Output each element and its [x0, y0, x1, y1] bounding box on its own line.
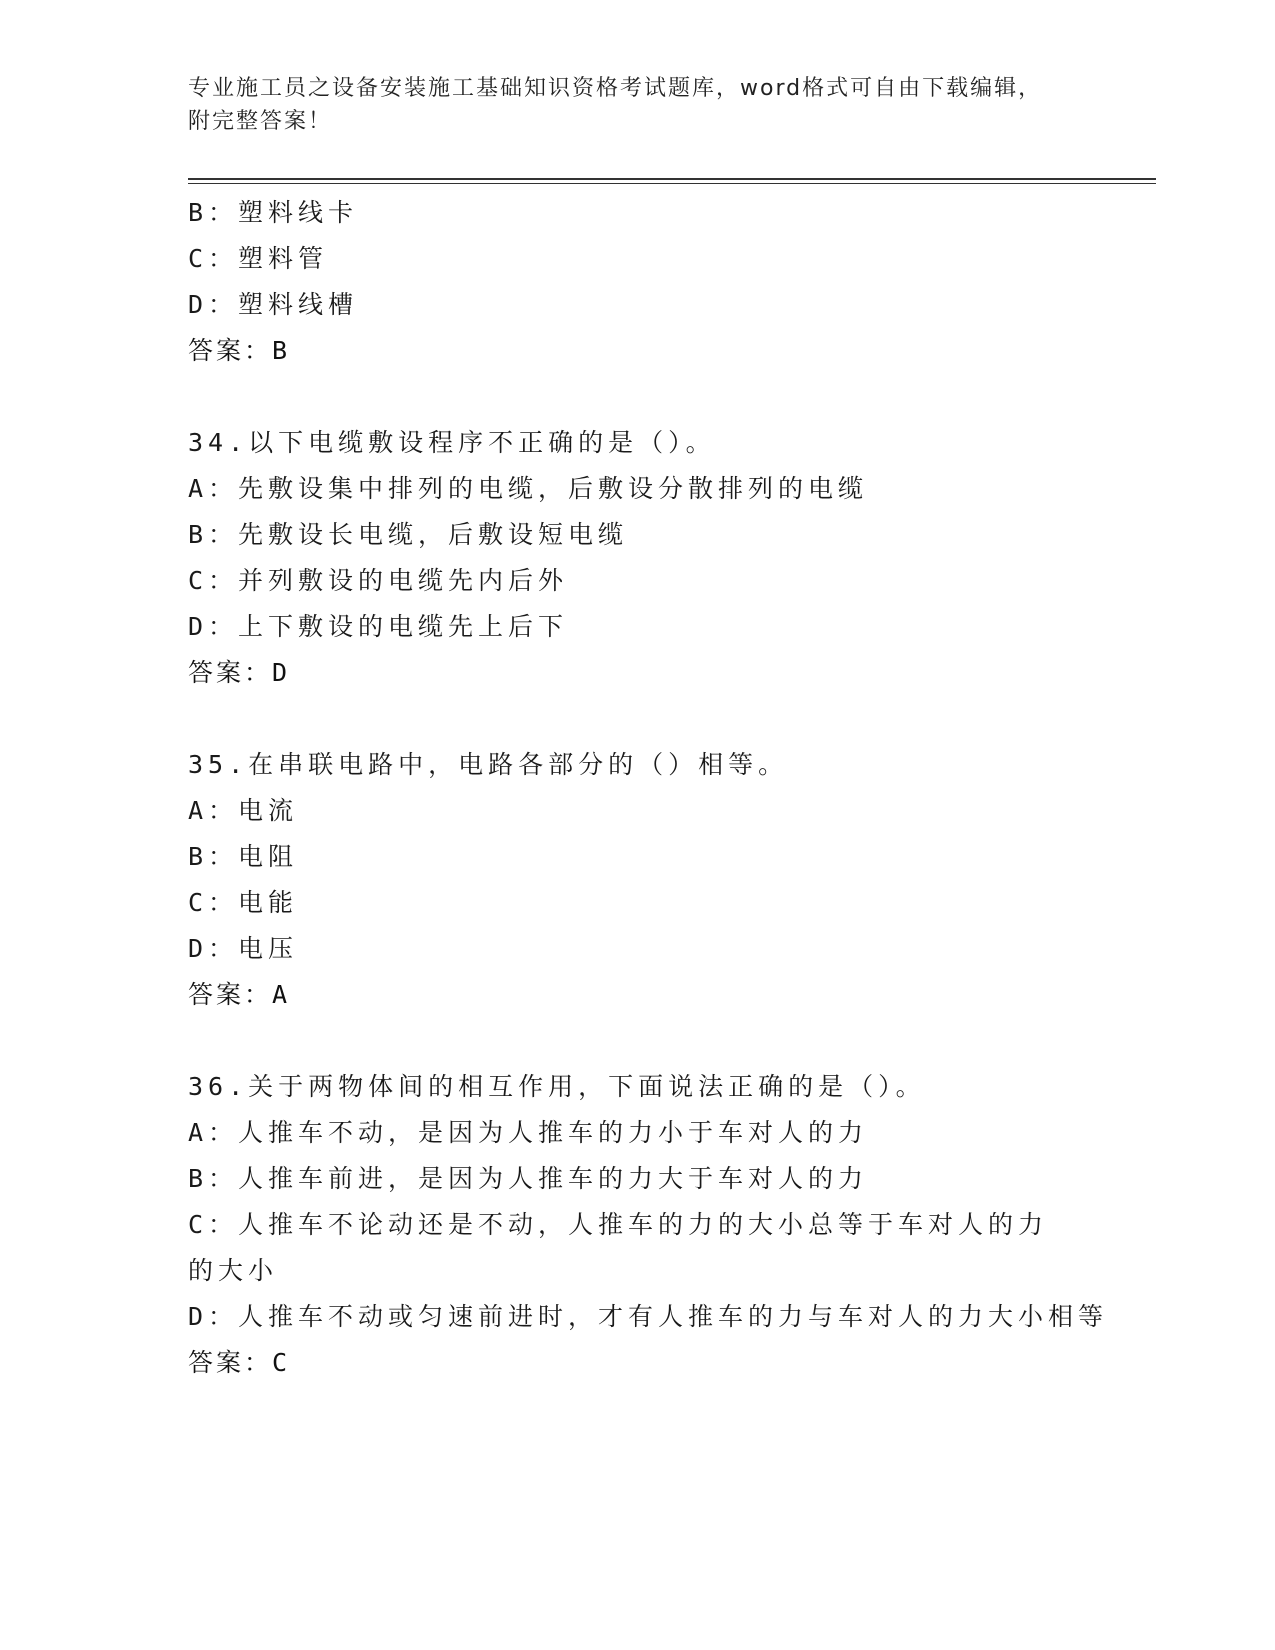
prev-question-block — [188, 190, 1088, 374]
option-a: A：先敷设集中排列的电缆，后敷设分散排列的电缆 — [188, 474, 869, 503]
question-content — [188, 190, 1109, 1386]
header-divider-thin — [188, 183, 1156, 184]
option-c: C：人推车不论动还是不动，人推车的力的大小总等于车对人的力的大小 — [188, 1210, 1049, 1285]
answer-line — [188, 1340, 1088, 1386]
option-c: C：塑料管 — [188, 244, 329, 273]
answer-value: B — [272, 336, 289, 365]
header-line-2: 附完整答案！ — [188, 109, 333, 134]
answer-line — [188, 650, 1088, 696]
option-c: C：并列敷设的电缆先内后外 — [188, 566, 569, 595]
answer-value: A — [272, 980, 289, 1009]
option-d: D：塑料线槽 — [188, 290, 359, 319]
question-stem: 36.关于两物体间的相互作用，下面说法正确的是（）。 — [188, 1072, 926, 1101]
option-b: B：电阻 — [188, 842, 299, 871]
option-d: D：人推车不动或匀速前进时，才有人推车的力与车对人的力大小相等 — [188, 1302, 1109, 1331]
question-35 — [188, 742, 1088, 1018]
answer-label: 答案： — [188, 1348, 273, 1377]
question-36 — [188, 1064, 1109, 1386]
answer-label: 答案： — [188, 658, 273, 687]
option-b: B：先敷设长电缆，后敷设短电缆 — [188, 520, 629, 549]
option-a: A：人推车不动，是因为人推车的力小于车对人的力 — [188, 1118, 869, 1147]
header-divider-thick — [188, 178, 1156, 180]
answer-line — [188, 328, 1088, 374]
option-b: B：人推车前进，是因为人推车的力大于车对人的力 — [188, 1164, 869, 1193]
question-stem: 34.以下电缆敷设程序不正确的是（）。 — [188, 428, 716, 457]
option-b: B：塑料线卡 — [188, 198, 359, 227]
answer-label: 答案： — [188, 980, 273, 1009]
answer-value: D — [272, 658, 289, 687]
question-stem: 35.在串联电路中，电路各部分的（）相等。 — [188, 750, 789, 779]
answer-value: C — [272, 1348, 289, 1377]
question-34 — [188, 420, 1088, 696]
document-header — [188, 72, 1088, 138]
option-d: D：电压 — [188, 934, 299, 963]
option-c: C：电能 — [188, 888, 299, 917]
answer-label: 答案： — [188, 336, 273, 365]
header-line-1: 专业施工员之设备安装施工基础知识资格考试题库，word格式可自由下载编辑， — [188, 76, 1043, 101]
answer-line — [188, 972, 1088, 1018]
option-a: A：电流 — [188, 796, 299, 825]
option-d: D：上下敷设的电缆先上后下 — [188, 612, 569, 641]
